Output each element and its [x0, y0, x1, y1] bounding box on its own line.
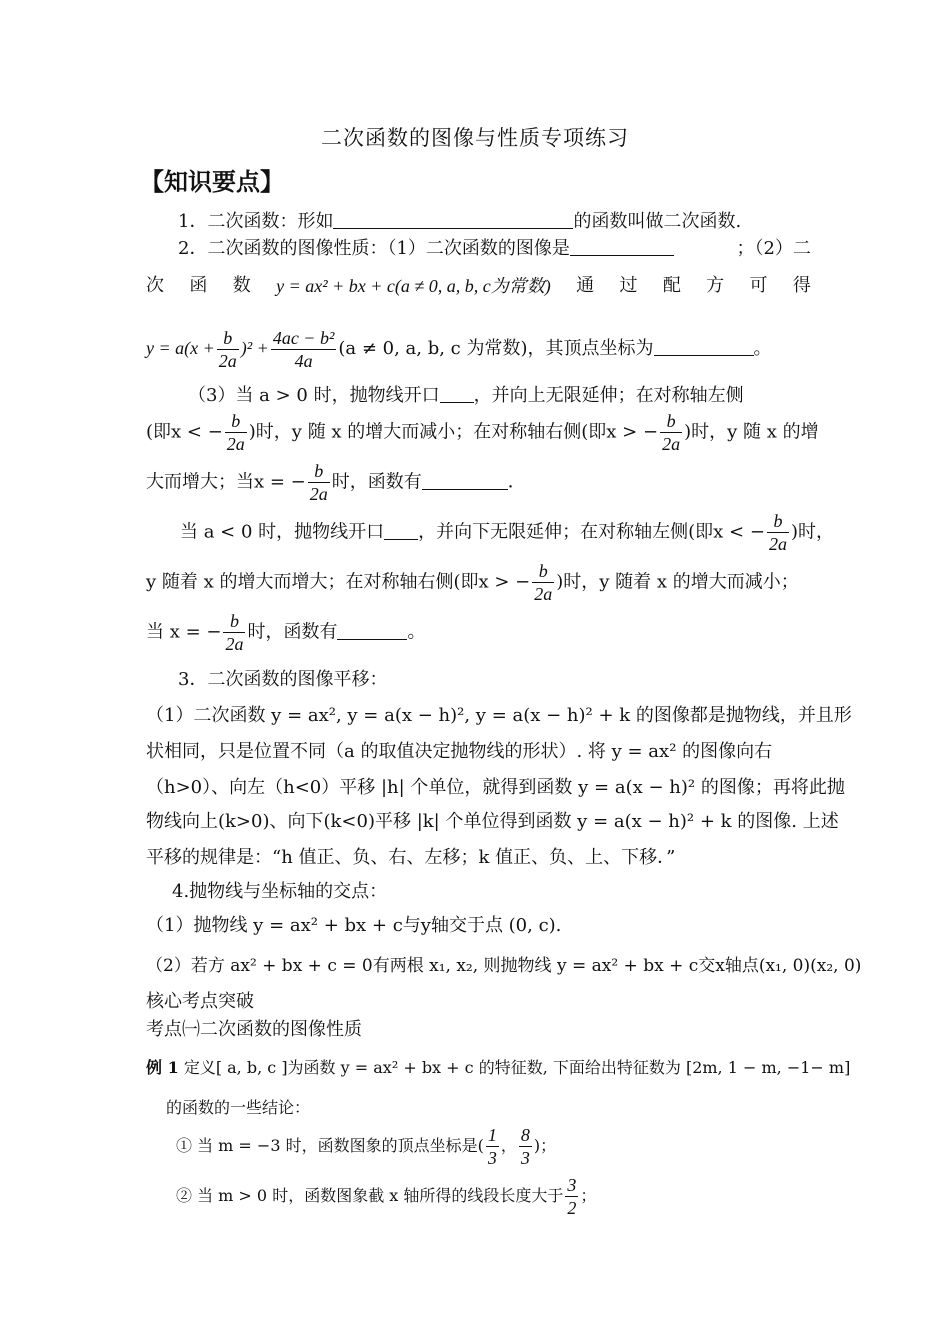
- fill-blank: [337, 619, 407, 640]
- fraction: $\frac{1}{3}$: [487, 1125, 497, 1168]
- section-heading: 【知识要点】: [140, 167, 284, 196]
- fraction: $\frac{b}{2a}$: [309, 461, 328, 504]
- text: 时，函数有: [331, 471, 422, 493]
- text: 方: [706, 275, 725, 296]
- text-line-20: 核心考点突破: [146, 991, 254, 1012]
- text-line-12: （1）二次函数 y = ax², y = a(x − h)², y = a(x − h)² + k 的图像都是抛物线，并且形: [146, 705, 852, 726]
- text: 定义[ a, b, c ]为函数 y = ax² + bx + c 的特征数, 下面给出特征数为 [2m, 1 − m, −1− m]: [183, 1058, 851, 1077]
- formula: y = a(x +: [146, 338, 215, 358]
- text: (a ≠ 0, a, b, c 为常数)，其顶点坐标为: [338, 338, 654, 359]
- text: )时，: [790, 521, 834, 543]
- text-line-14: （h>0）、向左（h<0）平移 |h| 个单位，就得到函数 y = a(x − h)² 的图像；再将此抛: [146, 777, 845, 798]
- text-line-4: [146, 326, 811, 372]
- fill-blank: [384, 519, 418, 540]
- text-line-13: 状相同，只是位置不同（a 的取值决定抛物线的形状）. 将 y = ax² 的图像向右: [146, 741, 773, 762]
- fraction: $\frac{8}{3}$: [520, 1125, 530, 1168]
- text: （3）当 a > 0 时，抛物线开口: [188, 385, 440, 406]
- text: ，: [500, 1136, 517, 1155]
- text-line-7: [146, 460, 811, 505]
- text-line-16: 平移的规律是：“h 值正、负、右、左移；k 值正、负、上、下移．”: [146, 847, 676, 868]
- text: )；: [533, 1136, 557, 1155]
- example-line: [146, 1054, 851, 1082]
- text: )时，y 随 x 的增大而减小；在对称轴右侧(即x > −: [248, 421, 659, 443]
- formula: )² +: [240, 338, 269, 358]
- text-line-21: 考点㈠二次函数的图像性质: [146, 1019, 362, 1040]
- text-line-6: [146, 410, 819, 455]
- text-line-8: [180, 510, 834, 555]
- text-line-10: [146, 610, 811, 655]
- fraction: $\frac{b}{2a}$: [225, 611, 244, 654]
- text: )时，y 随着 x 的增大而减小；: [556, 571, 799, 593]
- text: ，并向上无限延伸；在对称轴左侧: [473, 385, 744, 406]
- text: 的函数叫做二次函数.: [573, 211, 742, 232]
- fill-blank: [333, 208, 573, 229]
- text: ，并向下无限延伸；在对称轴左侧(即x < −: [418, 521, 765, 543]
- text: ．: [507, 471, 526, 493]
- text: 得: [792, 275, 811, 296]
- text-line-18: （1）抛物线 y = ax² + bx + c与y轴交于点 (0, c).: [146, 915, 562, 936]
- text: 配: [662, 275, 681, 296]
- formula: y = ax² + bx + c(a ≠ 0, a, b, c为常数): [276, 276, 551, 296]
- text-line-11: 3．二次函数的图像平移：: [178, 669, 388, 690]
- text: 。: [753, 338, 772, 359]
- text: 函: [189, 275, 208, 296]
- text: 过: [619, 275, 638, 296]
- text-line-2: [178, 235, 811, 263]
- page-title: 二次函数的图像与性质专项练习: [321, 126, 629, 150]
- text: 数: [232, 275, 251, 296]
- text: 通: [576, 275, 595, 296]
- fill-blank: [440, 382, 474, 403]
- text: 1．二次函数：形如: [178, 211, 334, 232]
- fraction: $\frac{b}{2a}$: [534, 561, 553, 604]
- fill-blank: [570, 235, 674, 256]
- text-line-9: [146, 560, 811, 605]
- text-line-5: [188, 382, 810, 410]
- example-label: 例 1: [146, 1058, 179, 1077]
- text: 当 a < 0 时，抛物线开口: [180, 521, 385, 543]
- text: 2．二次函数的图像性质：（1）二次函数的图像是: [178, 238, 570, 259]
- fraction: $\frac{b}{2a}$: [662, 411, 681, 454]
- text: 次: [146, 275, 164, 296]
- text: 时，函数有: [247, 621, 338, 643]
- fraction: $\frac{b}{2a}$: [768, 511, 787, 554]
- fill-blank: [422, 469, 508, 490]
- text-line-15: 物线向上(k>0)、向下(k<0)平移 |k| 个单位得到函数 y = a(x − h)² + k 的图像. 上述: [146, 811, 839, 832]
- text-line-23: 的函数的一些结论：: [166, 1098, 311, 1117]
- text: (即x < −: [146, 421, 223, 443]
- text: y 随着 x 的增大而增大；在对称轴右侧(即x > −: [146, 571, 531, 593]
- option-1: [176, 1124, 841, 1169]
- text: ；（2）二: [736, 238, 811, 259]
- fill-blank: [654, 335, 754, 356]
- text-line-1: [178, 208, 843, 236]
- text-line-19: （2）若方 ax² + bx + c = 0有两根 x₁, x₂, 则抛物线 y = ax² + bx + c交x轴点(x₁, 0)(x₂, 0): [146, 956, 862, 976]
- text-line-17: 4.抛物线与坐标轴的交点：: [172, 881, 388, 902]
- text: ② 当 m > 0 时，函数图象截 x 轴所得的线段长度大于: [176, 1186, 564, 1205]
- text-line-3: [146, 272, 811, 300]
- text: ① 当 m = −3 时，函数图象的顶点坐标是(: [176, 1136, 484, 1155]
- text: ；: [580, 1186, 597, 1205]
- text: 大而增大；当x = −: [146, 471, 306, 493]
- text: 当 x = −: [146, 621, 222, 643]
- fraction: $\frac{3}{2}$: [567, 1175, 577, 1218]
- fraction: $\frac{b}{2a}$: [226, 411, 245, 454]
- fraction: $\frac{\text{4ac − b²}}{4a}$: [272, 327, 335, 371]
- option-2: [176, 1174, 841, 1219]
- fraction: $\frac{b}{2a}$: [218, 327, 237, 371]
- text: 。: [407, 621, 426, 643]
- text: 可: [749, 275, 768, 296]
- text: )时，y 随 x 的增: [684, 421, 819, 443]
